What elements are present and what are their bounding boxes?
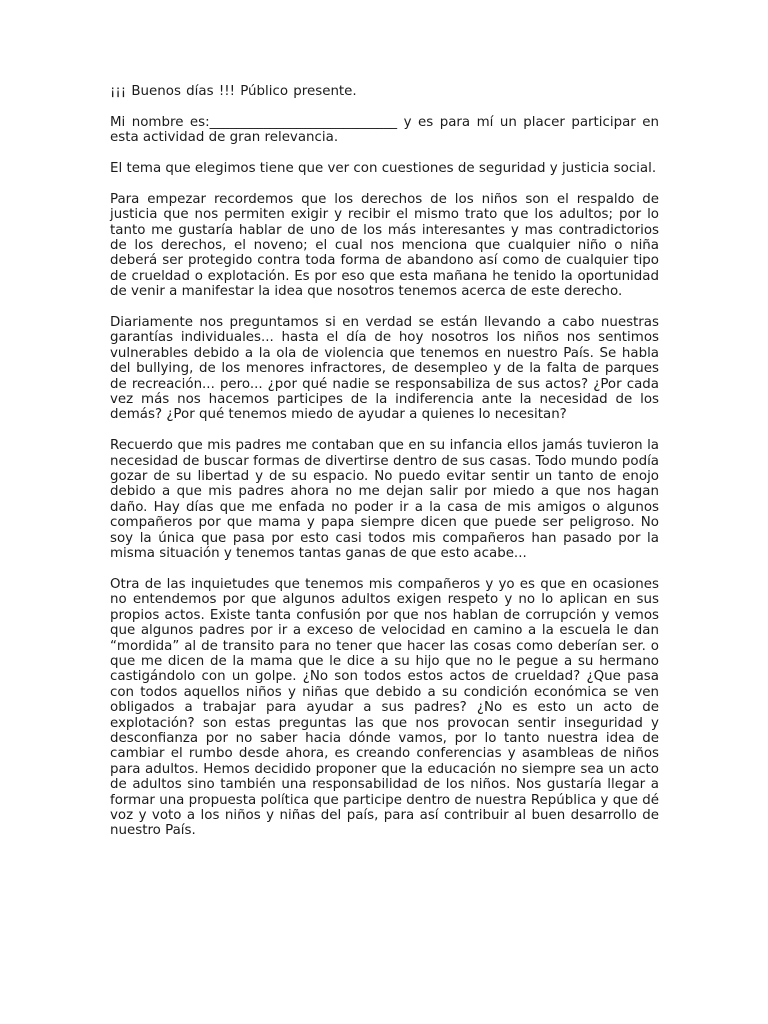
paragraph-ninth-right: Para empezar recordemos que los derechos de los niños son el respaldo de justicia que nos permiten exigir y recibir el mismo trato que los adultos; por lo tanto me gustaría hablar de uno de los más interesantes y mas contradictorios de los derechos, el noveno; el cual nos menciona que cualquier niño o niña deberá ser protegido contra toda forma de abandono así como de cualquier tipo de crueldad o explotación. Es por eso que esta mañana he tenido la oportunidad de venir a manifestar la idea que nosotros tenemos acerca de este derecho. <box>110 191 659 300</box>
paragraph-introduction: Mi nombre es:____________________________ y es para mí un placer participar en esta actividad de gran relevancia. <box>110 114 659 146</box>
paragraph-parents-memories: Recuerdo que mis padres me contaban que en su infancia ellos jamás tuvieron la necesidad de buscar formas de divertirse dentro de sus casas. Todo mundo podía gozar de su libertad y de su espacio. No puedo evitar sentir un tanto de enojo debido a que mis padres ahora no me dejan salir por miedo a que nos hagan daño. Hay días que me enfada no poder ir a la casa de mis amigos o algunos compañeros por que mama y papa siempre dicen que puede ser peligroso. No soy la única que pasa por esto casi todos mis compañeros han pasado por la misma situación y tenemos tantas ganas de que esto acabe... <box>110 438 659 562</box>
paragraph-concerns-proposal: Otra de las inquietudes que tenemos mis compañeros y yo es que en ocasiones no entendemos por que algunos adultos exigen respeto y no lo aplican en sus propios actos. Existe tanta confusión por que nos hablan de corrupción y vemos que algunos padres por ir a exceso de velocidad en camino a la escuela le dan “mordida” al de transito para no tener que hacer las cosas como deberían ser. o que me dicen de la mama que le dice a su hijo que no le pegue a su hermano castigándolo con un golpe. ¿No son todos estos actos de crueldad? ¿Que pasa con todos aquellos niños y niñas que debido a su condición económica se ven obligados a trabajar para ayudar a sus padres? ¿No es esto un acto de explotación? son estas preguntas las que nos provocan sentir inseguridad y desconfianza por no saber hacia dónde vamos, por lo tanto nuestra idea de cambiar el rumbo desde ahora, es creando conferencias y asambleas de niños para adultos. Hemos decidido proponer que la educación no siempre sea un acto de adultos sino también una responsabilidad de los niños. Nos gustaría llegar a formar una propuesta política que participe dentro de nuestra República y que dé voz y voto a los niños y niñas del país, para así contribuir al buen desarrollo de nuestro País. <box>110 576 659 839</box>
greeting-line: ¡¡¡ Buenos días !!! Público presente. <box>110 84 357 99</box>
paragraph-daily-questions: Diariamente nos preguntamos si en verdad se están llevando a cabo nuestras garantías individuales... hasta el día de hoy nosotros los niños nos sentimos vulnerables debido a la ola de violencia que tenemos en nuestro País. Se habla del bullying, de los menores infractores, de desempleo y de la falta de parques de recreación... pero... ¿por qué nadie se responsabiliza de sus actos? ¿Por cada vez más nos hacemos participes de la indiferencia ante la necesidad de los demás? ¿Por qué tenemos miedo de ayudar a quienes lo necesitan? <box>110 315 659 423</box>
paragraph-topic: El tema que elegimos tiene que ver con cuestiones de seguridad y justicia social. <box>110 161 657 176</box>
document-page <box>110 84 659 854</box>
